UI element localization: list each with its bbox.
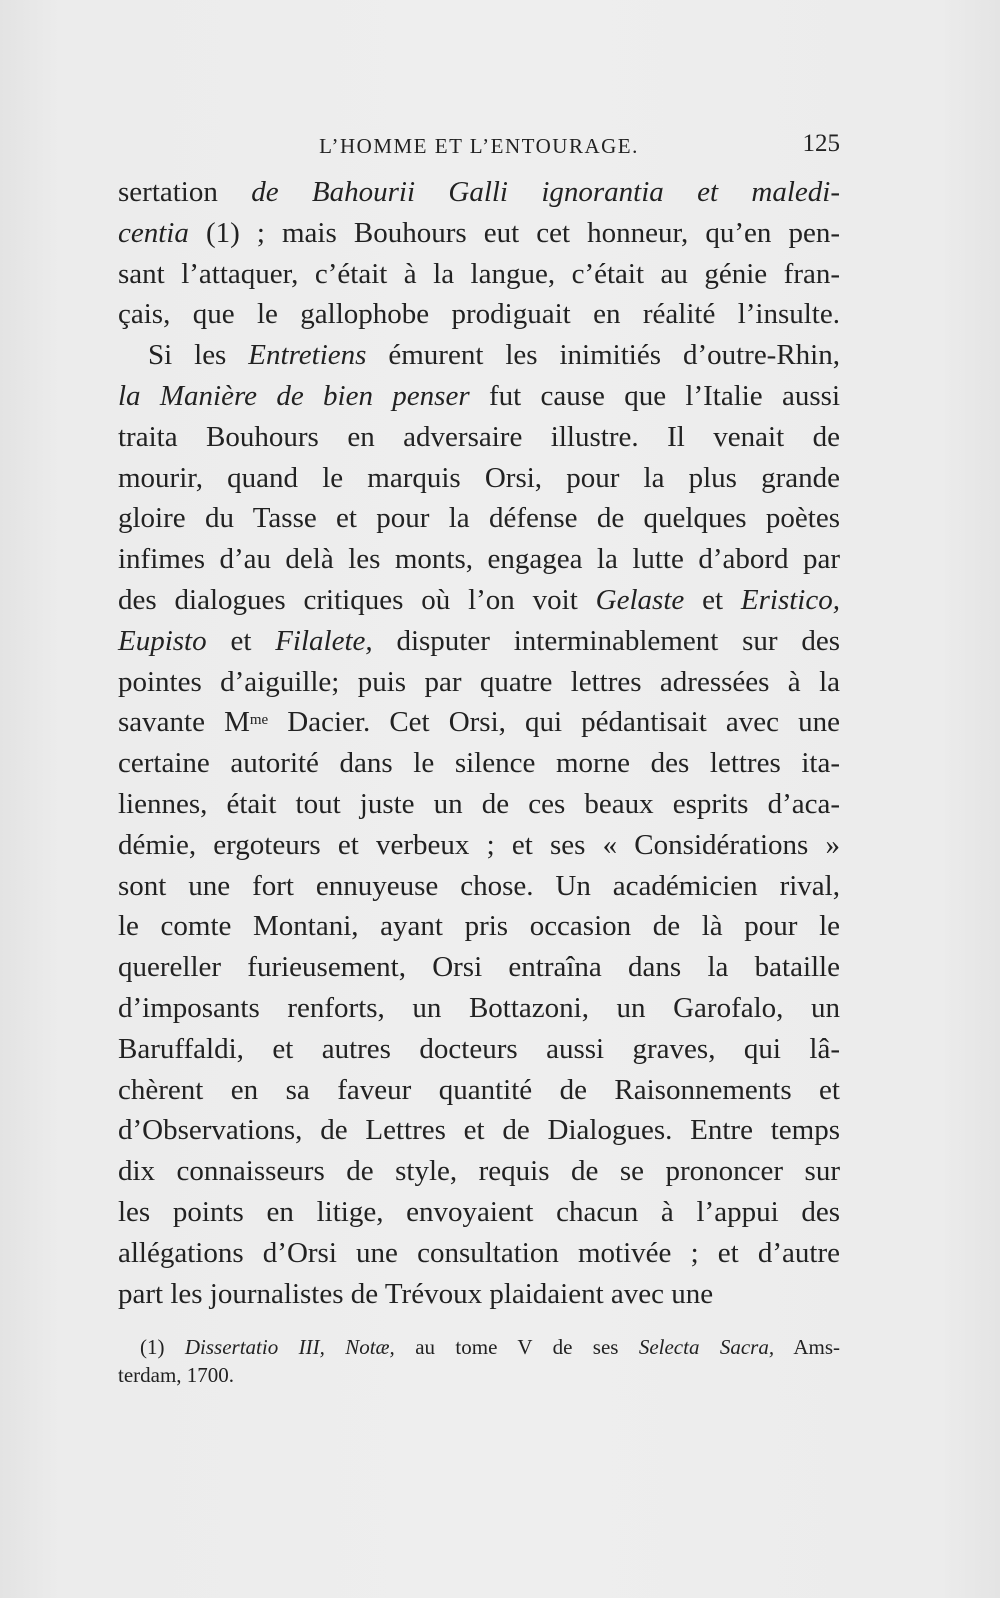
- text-segment: des dialogues critiques où l’on voit: [118, 584, 596, 616]
- italic-text: centia: [118, 216, 189, 249]
- text-line: [118, 702, 840, 743]
- text-line: [118, 825, 840, 866]
- italic-text: Filalete,: [275, 624, 373, 657]
- text-segment: démie, ergoteurs et verbeux ; et ses « Considérations »: [118, 828, 840, 861]
- text-line: [118, 539, 840, 580]
- text-line: [118, 172, 840, 213]
- text-segment: quereller furieusement, Orsi entraîna dans la bataille: [118, 951, 840, 984]
- footnote-line: [118, 1334, 840, 1360]
- text-segment: Si les: [148, 339, 249, 372]
- text-segment: émurent les inimitiés d’outre-Rhin,: [366, 339, 840, 372]
- text-segment: d’Observations, de Lettres et de Dialogues. Entre temps: [118, 1114, 840, 1147]
- text-segment: d’imposants renforts, un Bottazoni, un Garofalo, un: [118, 992, 840, 1024]
- text-line: [118, 294, 840, 335]
- text-line: [118, 988, 840, 1029]
- italic-text: Dissertatio III, Notæ,: [184, 1335, 395, 1359]
- italic-text: Eupisto: [118, 624, 207, 657]
- text-segment: le comte Montani, ayant pris occasion de là pour le: [118, 910, 840, 943]
- text-segment: gloire du Tasse et pour la défense de quelques poètes: [118, 502, 840, 535]
- text-line: [118, 498, 840, 539]
- text-segment: chèrent en sa faveur quantité de Raisonnements et: [118, 1073, 840, 1106]
- text-segment: sant l’attaquer, c’était à la langue, c’était au génie fran-: [118, 257, 840, 290]
- text-segment: et: [684, 584, 741, 616]
- text-segment: traita Bouhours en adversaire illustre. Il venait de: [118, 420, 840, 453]
- text-segment: Ams-: [774, 1335, 840, 1359]
- italic-text: Entretiens: [248, 339, 367, 372]
- text-line: [118, 1110, 840, 1151]
- text-line: [118, 417, 840, 458]
- text-line: [118, 621, 840, 662]
- running-title: L’HOMME ET L’ENTOURAGE.: [319, 134, 639, 158]
- text-line: [118, 662, 840, 703]
- footnote-line: [118, 1362, 840, 1388]
- text-segment: mourir, quand le marquis Orsi, pour la plus grande: [118, 461, 840, 494]
- text-segment: Baruffaldi, et autres docteurs aussi graves, qui lâ-: [118, 1032, 840, 1065]
- italic-text: Gelaste: [595, 584, 685, 616]
- text-line: [118, 254, 840, 295]
- text-line: [118, 1233, 840, 1274]
- italic-text: la Manière de bien penser: [118, 380, 470, 412]
- text-segment: pointes d’aiguille; puis par quatre lettres adressées à la: [118, 665, 840, 698]
- text-line: [118, 1070, 840, 1111]
- page-header: [118, 128, 840, 164]
- text-segment: sertation: [118, 176, 252, 208]
- page-number: 125: [802, 130, 840, 157]
- text-segment: liennes, était tout juste un de ces beaux esprits d’aca-: [118, 788, 840, 820]
- text-segment: disputer interminablement sur des: [372, 624, 840, 657]
- text-line: [118, 376, 840, 417]
- text-segment: part les journalistes de Trévoux plaidaient avec une: [118, 1277, 714, 1310]
- text-segment: les points en litige, envoyaient chacun à l’appui des: [118, 1196, 840, 1228]
- text-segment: dix connaisseurs de style, requis de se prononcer sur: [118, 1155, 840, 1188]
- text-segment: certaine autorité dans le silence morne des lettres ita-: [118, 747, 840, 780]
- text-line: [118, 580, 840, 621]
- text-line: [118, 335, 840, 376]
- text-line: [118, 784, 840, 825]
- text-line: [118, 1151, 840, 1192]
- text-line: [118, 743, 840, 784]
- text-segment: çais, que le gallophobe prodiguait en réalité l’insulte.: [118, 298, 840, 331]
- text-segment: (1): [140, 1335, 185, 1359]
- italic-text: Selecta Sacra,: [638, 1335, 775, 1359]
- text-segment: terdam, 1700.: [118, 1363, 235, 1387]
- text-line: [118, 213, 840, 254]
- text-segment: savante M: [118, 706, 250, 739]
- superscript: me: [249, 712, 269, 729]
- text-segment: et: [206, 624, 276, 657]
- text-line: [118, 906, 840, 947]
- text-segment: infimes d’au delà les monts, engagea la lutte d’abord par: [118, 543, 840, 576]
- text-line: [118, 1029, 840, 1070]
- text-line: [118, 866, 840, 907]
- text-line: [118, 1192, 840, 1233]
- text-segment: au tome V de ses: [394, 1335, 639, 1359]
- italic-text: de Bahourii Galli ignorantia et maledi-: [251, 176, 840, 208]
- text-segment: allégations d’Orsi une consultation motivée ; et d’autre: [118, 1236, 840, 1269]
- text-line: [118, 458, 840, 499]
- text-segment: (1) ; mais Bouhours eut cet honneur, qu’en pen-: [188, 216, 840, 249]
- italic-text: Eristico,: [740, 584, 840, 616]
- text-segment: fut cause que l’Italie aussi: [469, 380, 840, 412]
- text-line: [118, 1274, 840, 1315]
- text-segment: sont une fort ennuyeuse chose. Un académicien rival,: [118, 869, 840, 902]
- text-segment: Dacier. Cet Orsi, qui pédantisait avec une: [268, 706, 840, 739]
- text-line: [118, 947, 840, 988]
